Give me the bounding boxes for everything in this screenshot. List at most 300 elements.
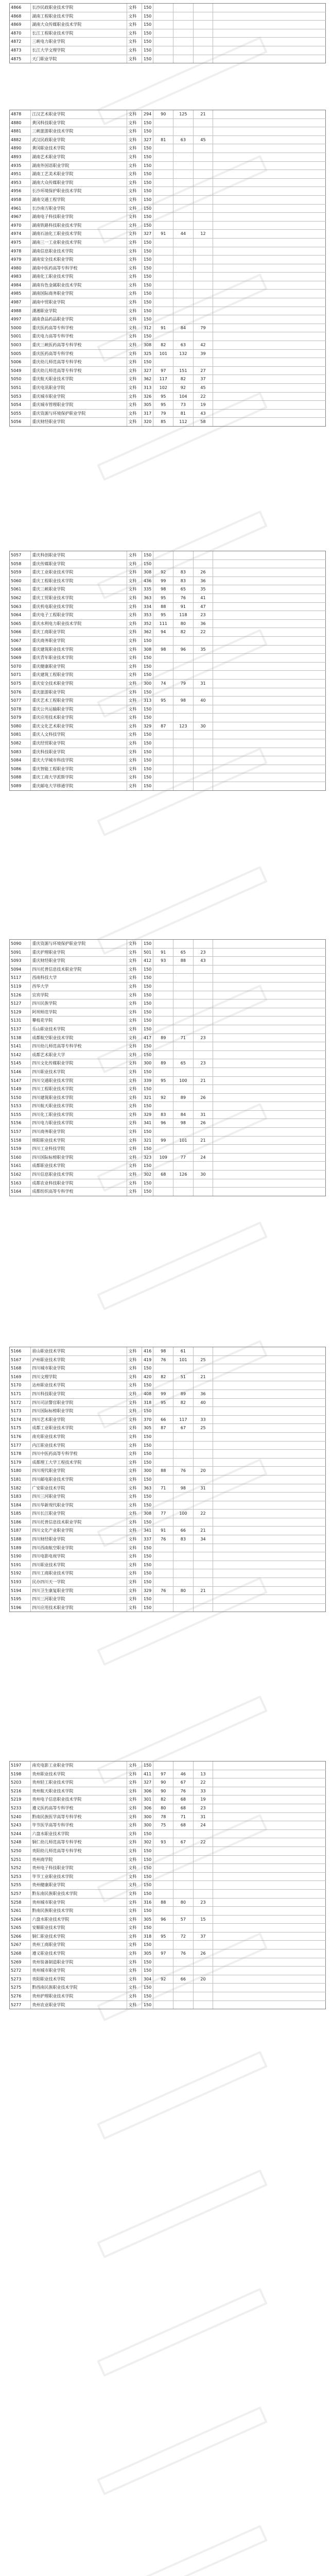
- plan-count-cell: 308: [142, 341, 154, 349]
- table-row: [10, 1077, 326, 1086]
- value-cell: [153, 705, 173, 714]
- table-row: [10, 1171, 326, 1179]
- value-cell: [153, 663, 173, 671]
- school-code-cell: 5000: [10, 324, 31, 332]
- plan-count-cell: 318: [142, 1933, 154, 1941]
- remarks-cell: [213, 281, 326, 290]
- value-cell: 57: [173, 1916, 194, 1924]
- value-cell: 51: [173, 1373, 194, 1381]
- value-cell: 98: [173, 1119, 194, 1127]
- value-cell: [194, 213, 214, 221]
- value-cell: 22: [194, 393, 214, 401]
- school-code-cell: 5244: [10, 1830, 31, 1838]
- school-name-cell: 四川现代职业学院: [31, 1467, 127, 1475]
- table-row: [10, 646, 326, 654]
- value-cell: [194, 162, 214, 170]
- remarks-cell: [213, 1950, 326, 1958]
- value-cell: 43: [194, 410, 214, 418]
- subject-cell: 文科: [127, 1856, 142, 1864]
- remarks-cell: [213, 136, 326, 144]
- table-row: [10, 1813, 326, 1822]
- value-cell: [173, 187, 194, 195]
- table-row: [10, 714, 326, 722]
- subject-cell: 文科: [127, 264, 142, 273]
- value-cell: 85: [153, 418, 173, 426]
- remarks-cell: [213, 1795, 326, 1804]
- table-row: [10, 1034, 326, 1043]
- value-cell: [194, 991, 214, 999]
- table-row: [10, 1967, 326, 1975]
- value-cell: 68: [153, 1171, 173, 1179]
- table-row: [10, 1544, 326, 1553]
- value-cell: [173, 1847, 194, 1855]
- subject-cell: 文科: [127, 1162, 142, 1170]
- remarks-cell: [213, 1476, 326, 1484]
- value-cell: [153, 1085, 173, 1093]
- school-name-cell: 西华大学: [31, 982, 127, 991]
- plan-count-cell: 150: [142, 1761, 154, 1770]
- table-row: [10, 765, 326, 774]
- subject-cell: 文科: [127, 1347, 142, 1355]
- value-cell: [153, 1102, 173, 1110]
- school-name-cell: 重庆护理职业学院: [31, 948, 127, 957]
- value-cell: 82: [173, 628, 194, 636]
- table-row: [10, 1016, 326, 1025]
- value-cell: 98: [153, 585, 173, 594]
- remarks-cell: [213, 1364, 326, 1372]
- value-cell: [153, 1967, 173, 1975]
- plan-count-cell: 150: [142, 1459, 154, 1467]
- subject-cell: 文科: [127, 1042, 142, 1050]
- table-row: [10, 611, 326, 620]
- plan-count-cell: 150: [142, 205, 154, 213]
- value-cell: [194, 773, 214, 782]
- plan-count-cell: 150: [142, 1569, 154, 1578]
- subject-cell: 文科: [127, 560, 142, 568]
- subject-cell: 文科: [127, 205, 142, 213]
- value-cell: 80: [173, 620, 194, 628]
- value-cell: [194, 1016, 214, 1025]
- plan-count-cell: 150: [142, 1856, 154, 1864]
- value-cell: [173, 29, 194, 38]
- value-cell: 81: [173, 410, 194, 418]
- remarks-cell: [213, 1907, 326, 1915]
- table-row: [10, 307, 326, 316]
- plan-count-cell: 150: [142, 162, 154, 170]
- school-code-cell: 5185: [10, 1510, 31, 1518]
- plan-count-cell: 150: [142, 1433, 154, 1441]
- value-cell: 99: [153, 1390, 173, 1398]
- value-cell: [173, 773, 194, 782]
- school-name-cell: 长江大学文理学院: [31, 46, 127, 55]
- remarks-cell: [213, 965, 326, 974]
- table-row: [10, 29, 326, 38]
- value-cell: 26: [194, 568, 214, 577]
- value-cell: [173, 256, 194, 264]
- remarks-cell: [213, 1569, 326, 1578]
- plan-count-cell: 150: [142, 1967, 154, 1975]
- value-cell: [173, 1407, 194, 1415]
- subject-cell: 文科: [127, 393, 142, 401]
- table-section: [9, 3, 326, 63]
- value-cell: [173, 1128, 194, 1136]
- subject-cell: 文科: [127, 2001, 142, 2009]
- plan-count-cell: 436: [142, 577, 154, 585]
- value-cell: 102: [153, 384, 173, 392]
- subject-cell: 文科: [127, 1899, 142, 1907]
- plan-count-cell: 150: [142, 1595, 154, 1603]
- school-name-cell: 四川职业技术学院: [31, 1068, 127, 1076]
- value-cell: 71: [173, 1034, 194, 1042]
- value-cell: 15: [194, 1916, 214, 1924]
- table-row: [10, 1770, 326, 1779]
- subject-cell: 文科: [127, 179, 142, 187]
- subject-cell: 文科: [127, 940, 142, 948]
- subject-cell: 文科: [127, 663, 142, 671]
- subject-cell: 文科: [127, 1179, 142, 1188]
- remarks-cell: [213, 1778, 326, 1787]
- subject-cell: 文科: [127, 782, 142, 790]
- value-cell: [173, 222, 194, 230]
- subject-cell: 文科: [127, 281, 142, 290]
- value-cell: 67: [173, 1424, 194, 1432]
- remarks-cell: [213, 1890, 326, 1898]
- value-cell: 39: [194, 350, 214, 358]
- value-cell: [153, 55, 173, 63]
- school-name-cell: 泸州职业技术学院: [31, 1356, 127, 1364]
- value-cell: [194, 671, 214, 679]
- plan-count-cell: 304: [142, 1975, 154, 1984]
- value-cell: [194, 1085, 214, 1093]
- value-cell: [194, 940, 214, 948]
- plan-count-cell: 150: [142, 2001, 154, 2009]
- plan-count-cell: 150: [142, 290, 154, 298]
- plan-count-cell: 341: [142, 1119, 154, 1127]
- subject-cell: 文科: [127, 136, 142, 144]
- subject-cell: 文科: [127, 748, 142, 756]
- school-name-cell: 湖南三一工业职业技术学院: [31, 239, 127, 247]
- school-code-cell: 5059: [10, 568, 31, 577]
- school-name-cell: 四川电影电视学院: [31, 1552, 127, 1561]
- value-cell: [173, 196, 194, 204]
- value-cell: 76: [153, 1587, 173, 1595]
- remarks-cell: [213, 1051, 326, 1059]
- subject-cell: 文科: [127, 646, 142, 654]
- remarks-cell: [213, 1510, 326, 1518]
- subject-cell: 文科: [127, 1569, 142, 1578]
- value-cell: [173, 153, 194, 161]
- value-cell: [173, 1890, 194, 1898]
- school-code-cell: 5183: [10, 1493, 31, 1501]
- value-cell: [194, 1407, 214, 1415]
- value-cell: 98: [153, 1347, 173, 1355]
- school-name-cell: 黔西南民族职业技术学院: [31, 1984, 127, 1992]
- remarks-cell: [213, 1085, 326, 1093]
- table-row: [10, 298, 326, 307]
- value-cell: 23: [194, 948, 214, 957]
- school-code-cell: 5196: [10, 1604, 31, 1612]
- value-cell: [194, 119, 214, 127]
- remarks-cell: [213, 2001, 326, 2009]
- school-code-cell: 5164: [10, 1188, 31, 1196]
- value-cell: 22: [194, 628, 214, 636]
- value-cell: [153, 773, 173, 782]
- remarks-cell: [213, 748, 326, 756]
- value-cell: 82: [153, 1795, 173, 1804]
- remarks-cell: [213, 551, 326, 560]
- school-name-cell: 乐山职业技术学院: [31, 1025, 127, 1033]
- subject-cell: 文科: [127, 974, 142, 982]
- plan-count-cell: 329: [142, 722, 154, 731]
- plan-count-cell: 150: [142, 1881, 154, 1889]
- value-cell: [194, 1907, 214, 1915]
- plan-count-cell: 150: [142, 551, 154, 560]
- table-row: [10, 1467, 326, 1476]
- value-cell: [173, 765, 194, 773]
- value-cell: 123: [173, 722, 194, 731]
- school-name-cell: 四川科技职业学院: [31, 1390, 127, 1398]
- school-code-cell: 4997: [10, 315, 31, 324]
- subject-cell: 文科: [127, 1535, 142, 1544]
- table-row: [10, 594, 326, 603]
- subject-cell: 文科: [127, 697, 142, 705]
- value-cell: 37: [194, 1933, 214, 1941]
- remarks-cell: [213, 119, 326, 127]
- school-name-cell: 重庆艺术工程职业学院: [31, 697, 127, 705]
- plan-count-cell: 150: [142, 940, 154, 948]
- value-cell: [194, 1967, 214, 1975]
- value-cell: 68: [173, 1821, 194, 1829]
- value-cell: [173, 1042, 194, 1050]
- subject-cell: 文科: [127, 1975, 142, 1984]
- value-cell: [173, 1433, 194, 1441]
- value-cell: [153, 153, 173, 161]
- value-cell: [173, 281, 194, 290]
- value-cell: 44: [173, 230, 194, 238]
- remarks-cell: [213, 213, 326, 221]
- value-cell: 95: [153, 611, 173, 619]
- plan-count-cell: 150: [142, 1016, 154, 1025]
- table-row: [10, 1933, 326, 1941]
- value-cell: [153, 1873, 173, 1881]
- table-row: [10, 1042, 326, 1051]
- value-cell: [194, 688, 214, 697]
- subject-cell: 文科: [127, 714, 142, 722]
- table-row: [10, 1552, 326, 1561]
- value-cell: [153, 1847, 173, 1855]
- subject-cell: 文科: [127, 401, 142, 409]
- value-cell: 78: [153, 1813, 173, 1821]
- plan-count-cell: 326: [142, 393, 154, 401]
- remarks-cell: [213, 1119, 326, 1127]
- table-row: [10, 1162, 326, 1171]
- value-cell: 98: [153, 646, 173, 654]
- table-row: [10, 982, 326, 991]
- value-cell: 21: [194, 1527, 214, 1535]
- plan-count-cell: 306: [142, 1804, 154, 1812]
- school-code-cell: 5049: [10, 367, 31, 375]
- value-cell: [153, 1381, 173, 1389]
- school-name-cell: 重庆水利电力职业技术学院: [31, 620, 127, 628]
- value-cell: 23: [194, 1034, 214, 1042]
- value-cell: [173, 247, 194, 256]
- remarks-cell: [213, 1604, 326, 1612]
- plan-count-cell: 150: [142, 654, 154, 662]
- school-name-cell: 贵州商学院: [31, 1856, 127, 1864]
- remarks-cell: [213, 1838, 326, 1846]
- value-cell: [173, 731, 194, 739]
- remarks-cell: [213, 1433, 326, 1441]
- school-name-cell: 成都纺织高等专科学校: [31, 1188, 127, 1196]
- value-cell: 95: [153, 697, 173, 705]
- value-cell: [173, 1958, 194, 1967]
- school-name-cell: 重庆科技职业学院: [31, 748, 127, 756]
- value-cell: [173, 1578, 194, 1586]
- value-cell: [173, 688, 194, 697]
- plan-count-cell: 150: [142, 1992, 154, 2001]
- value-cell: [173, 974, 194, 982]
- remarks-cell: [213, 773, 326, 782]
- value-cell: [173, 1941, 194, 1949]
- value-cell: [153, 307, 173, 315]
- subject-cell: 文科: [127, 991, 142, 999]
- remarks-cell: [213, 991, 326, 999]
- school-name-cell: 成都艺术职业大学: [31, 1051, 127, 1059]
- school-code-cell: 4868: [10, 12, 31, 21]
- subject-cell: 文科: [127, 1476, 142, 1484]
- school-code-cell: 5265: [10, 1924, 31, 1932]
- school-name-cell: 贵州装备制造职业学院: [31, 1958, 127, 1967]
- value-cell: [153, 1941, 173, 1949]
- value-cell: [153, 1830, 173, 1838]
- school-name-cell: 重庆建筑职业技术学院: [31, 646, 127, 654]
- value-cell: [194, 756, 214, 765]
- school-code-cell: 5066: [10, 628, 31, 636]
- school-name-cell: 重庆工业职业技术学院: [31, 568, 127, 577]
- plan-count-cell: 150: [142, 46, 154, 55]
- school-name-cell: 湖南交通工程学院: [31, 196, 127, 204]
- table-row: [10, 127, 326, 136]
- table-row: [10, 1459, 326, 1467]
- table-row: [10, 1373, 326, 1382]
- value-cell: 88: [153, 1467, 173, 1475]
- subject-cell: 文科: [127, 731, 142, 739]
- value-cell: [153, 1128, 173, 1136]
- subject-cell: 文科: [127, 170, 142, 178]
- school-name-cell: 四川幼儿师范高等专科学校: [31, 1042, 127, 1050]
- remarks-cell: [213, 999, 326, 1008]
- value-cell: [194, 127, 214, 135]
- plan-count-cell: 150: [142, 663, 154, 671]
- remarks-cell: [213, 974, 326, 982]
- table-row: [10, 1137, 326, 1145]
- school-name-cell: 贵州城市职业学院: [31, 1899, 127, 1907]
- subject-cell: 文科: [127, 247, 142, 256]
- plan-count-cell: 150: [142, 1476, 154, 1484]
- school-name-cell: 四川文理学院: [31, 1373, 127, 1381]
- table-row: [10, 1830, 326, 1839]
- value-cell: [153, 222, 173, 230]
- plan-count-cell: 302: [142, 1838, 154, 1846]
- subject-cell: 文科: [127, 1587, 142, 1595]
- subject-cell: 文科: [127, 29, 142, 38]
- plan-count-cell: 150: [142, 332, 154, 341]
- remarks-cell: [213, 187, 326, 195]
- value-cell: [173, 290, 194, 298]
- subject-cell: 文科: [127, 1381, 142, 1389]
- remarks-cell: [213, 222, 326, 230]
- value-cell: 37: [194, 375, 214, 383]
- school-name-cell: 重庆工贸职业技术学院: [31, 594, 127, 602]
- subject-cell: 文科: [127, 1416, 142, 1424]
- value-cell: [153, 982, 173, 991]
- value-cell: 111: [153, 620, 173, 628]
- table-row: [10, 1390, 326, 1399]
- subject-cell: 文科: [127, 384, 142, 392]
- plan-count-cell: 308: [142, 1510, 154, 1518]
- remarks-cell: [213, 697, 326, 705]
- plan-count-cell: 150: [142, 1051, 154, 1059]
- value-cell: [194, 1992, 214, 2001]
- remarks-cell: [213, 1770, 326, 1778]
- value-cell: 23: [194, 611, 214, 619]
- value-cell: [173, 1604, 194, 1612]
- school-name-cell: 湖南电子科技职业学院: [31, 213, 127, 221]
- value-cell: 67: [173, 1838, 194, 1846]
- value-cell: [153, 315, 173, 324]
- table-row: [10, 1008, 326, 1017]
- subject-cell: 文科: [127, 273, 142, 281]
- remarks-cell: [213, 1561, 326, 1569]
- value-cell: [173, 982, 194, 991]
- school-code-cell: 5160: [10, 1154, 31, 1162]
- table-row: [10, 739, 326, 748]
- value-cell: [173, 1881, 194, 1889]
- school-name-cell: 四川文化传媒职业学院: [31, 1059, 127, 1067]
- value-cell: [194, 239, 214, 247]
- value-cell: 104: [173, 393, 194, 401]
- subject-cell: 文科: [127, 1059, 142, 1067]
- value-cell: [194, 4, 214, 12]
- subject-cell: 文科: [127, 948, 142, 957]
- subject-cell: 文科: [127, 1604, 142, 1612]
- value-cell: [153, 671, 173, 679]
- value-cell: 99: [153, 577, 173, 585]
- remarks-cell: [213, 1821, 326, 1829]
- school-code-cell: 5079: [10, 714, 31, 722]
- table-row: [10, 1535, 326, 1544]
- school-name-cell: 四川城市职业学院: [31, 1364, 127, 1372]
- plan-count-cell: 150: [142, 714, 154, 722]
- school-code-cell: 5233: [10, 1804, 31, 1812]
- school-code-cell: 5067: [10, 637, 31, 645]
- plan-count-cell: 150: [142, 153, 154, 161]
- school-code-cell: 5163: [10, 1179, 31, 1188]
- school-code-cell: 4872: [10, 38, 31, 46]
- value-cell: [153, 273, 173, 281]
- school-name-cell: 重庆应用技术职业学院: [31, 714, 127, 722]
- remarks-cell: [213, 1578, 326, 1586]
- value-cell: [173, 1518, 194, 1527]
- value-cell: 40: [194, 697, 214, 705]
- school-name-cell: 贵州农业职业学院: [31, 2001, 127, 2009]
- school-code-cell: 4975: [10, 239, 31, 247]
- subject-cell: 文科: [127, 1578, 142, 1586]
- school-code-cell: 5267: [10, 1941, 31, 1949]
- subject-cell: 文科: [127, 222, 142, 230]
- value-cell: [153, 247, 173, 256]
- value-cell: 71: [173, 1813, 194, 1821]
